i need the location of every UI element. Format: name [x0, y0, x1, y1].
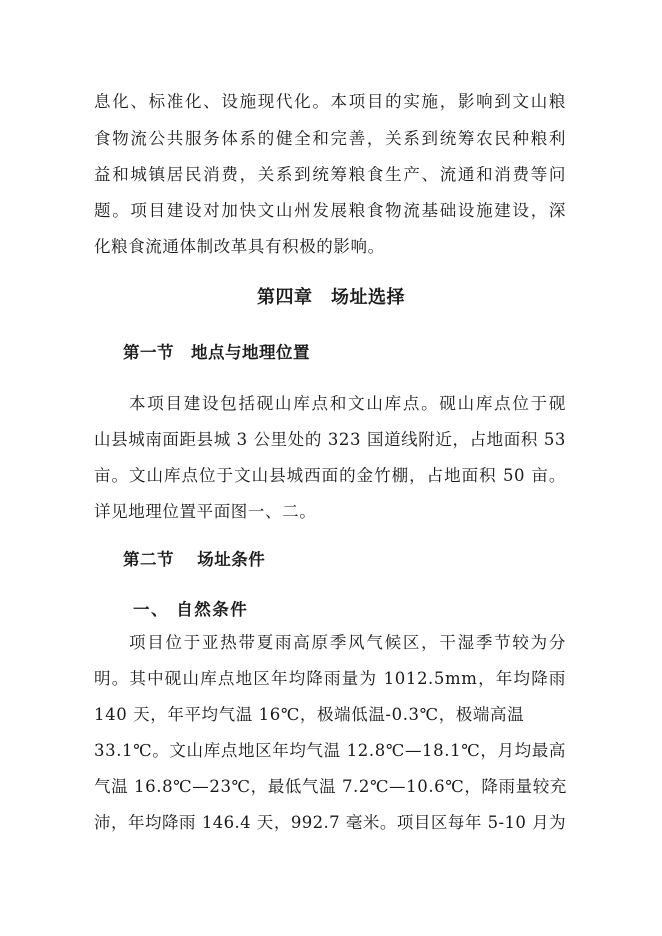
- intro-line-5: 化粮食流通体制改革具有积极的影响。: [94, 237, 385, 256]
- section-2-line-4: 33.1℃。文山库点地区年均气温 12.8℃—18.1℃，月均最高: [94, 741, 566, 760]
- section-1-line-2: 山县城南面距县城 3 公里处的 323 国道线附近，占地面积 53: [94, 430, 567, 449]
- chapter-title: 第四章 场址选择: [257, 287, 405, 308]
- section-2-line-5: 气温 16.8℃—23℃，最低气温 7.2℃—10.6℃，降雨量较充: [94, 777, 567, 796]
- section-1-title: 第一节 地点与地理位置: [123, 343, 310, 362]
- section-2-line-3: 140 天，年平均气温 16℃，极端低温-0.3℃，极端高温: [94, 705, 525, 724]
- section-1-line-4: 详见地理位置平面图一、二。: [94, 502, 317, 521]
- intro-line-3: 益和城镇居民消费，关系到统筹粮食生产、流通和消费等问: [94, 165, 566, 184]
- subsection-natural-conditions-title: 一、 自然条件: [133, 600, 249, 619]
- section-1-line-3: 亩。文山库点位于文山县城西面的金竹棚，占地面积 50 亩。: [94, 466, 566, 485]
- section-2-line-6: 沛，年均降雨 146.4 天，992.7 毫米。项目区每年 5-10 月为: [94, 813, 566, 832]
- section-2-line-2: 明。其中砚山库点地区年均降雨量为 1012.5mm，年均降雨: [94, 669, 566, 688]
- intro-line-1: 息化、标准化、设施现代化。本项目的实施，影响到文山粮: [94, 92, 566, 111]
- intro-line-2: 食物流公共服务体系的健全和完善，关系到统筹农民种粮利: [94, 129, 566, 148]
- section-2-line-1: 项目位于亚热带夏雨高原季风气候区，干湿季节较为分: [129, 633, 566, 652]
- intro-line-4: 题。项目建设对加快文山州发展粮食物流基础设施建设，深: [94, 201, 566, 220]
- section-2-title: 第二节 场址条件: [123, 550, 266, 569]
- section-1-line-1: 本项目建设包括砚山库点和文山库点。砚山库点位于砚: [129, 394, 566, 413]
